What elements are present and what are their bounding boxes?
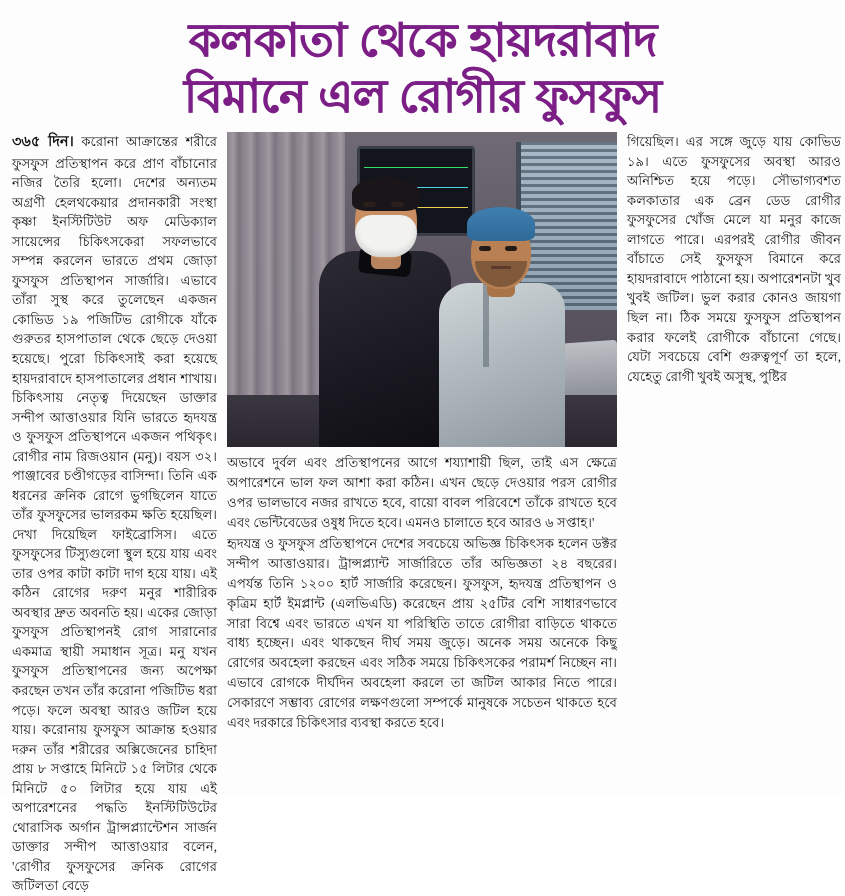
monitor-trace-ecg (364, 167, 468, 168)
doctor-eye-right (391, 202, 404, 207)
headline-line-1: কলকাতা থেকে হায়দরাবাদ (188, 14, 657, 66)
doctor-eye-left (363, 202, 376, 207)
column-left (12, 132, 217, 896)
article-body (12, 132, 841, 896)
surgical-cap-icon (467, 207, 535, 241)
article-lead: ৩৬৫ দিন। (12, 134, 74, 151)
column-middle (227, 132, 617, 732)
column-right (627, 132, 841, 386)
left-paragraph-1-text: করোনা আক্রান্তের শরীরে ফুসফুস প্রতিস্থাপন করে প্রাণ বাঁচানোর নজির তৈরি হলো। দেশের অন্যতম অগ্রণী হেলথকেয়ার প্রদানকারী সংস্থা কৃষ্ণা ইনস্টিটিউট অফ মেডিক্যাল সায়েন্সের চিকিৎসকেরা সফলভাবে সম্পন্ন করলেন ভারতে প্রথম জোড়া ফুসফুস প্রতিস্থাপন সার্জারি। এভাবে তাঁরা সুস্থ করে তুলেছেন একজন কোভিড ১৯ পজিটিভ রোগীকে যাঁকে গুরুতর হাসপাতাল থেকে ছেড়ে দেওয়া হয়েছে। পুরো চিকিৎসাই করা হয়েছে হায়দরাবাদে হাসপাতালের প্রধান শাখায়। চিকিৎসায় নেতৃত্ব দিয়েছেন ডাক্তার সন্দীপ আত্তাওয়ার যিনি ভারতে হৃদযন্ত্র ও ফুসফুস প্রতিস্থাপনে একজন পথিকৃৎ। রোগীর নাম রিজওয়ান (মনু)। বয়স ৩২। পাঞ্জাবের চণ্ডীগড়ের বাসিন্দা। তিনি এক ধরনের ক্রনিক রোগে ভুগছিলেন যাতে তাঁর ফুসফুসের ভালরকম ক্ষতি হয়েছিল। দেখা দিয়েছিল ফাইব্রোসিস। এতে ফুসফুসের টিস্যুগুলো স্থুল হয়ে যায় এবং তার ওপর কাটা কাটা দাগ হয়ে যায়। এই কঠিন রোগের দরুণ মনুর শারীরিক অবস্থার দ্রুত অবনতি হয়। একের জোড়া ফুসফুস প্রতিস্থাপনই রোগ সারানোর একমাত্র স্থায়ী সমাধান সূত্র। মনু যখন ফুসফুস প্রতিস্থাপনের জন্য অপেক্ষা করছেন তখন তাঁর করোনা পজিটিভ ধরা পড়ে। ফলে অবস্থা আরও জটিল হয়ে যায়। করোনায় ফুসফুস আক্রান্ত হওয়ার দরুন তাঁর শরীরের অক্সিজেনের চাহিদা প্রায় ৮ সপ্তাহে মিনিটে ১৫ লিটার থেকে মিনিটে ৫০ লিটার হয়ে যায় এই অপারেশনের পদ্ধতি ইনস্টিটিউটের থোরাসিক অর্গান ট্রান্সপ্ল্যান্টেশন সার্জন ডাক্তার সন্দীপ আত্তাওয়ার বলেন, 'রোগীর ফুসফুসের ক্রনিক রোগের জটিলতা বেড়ে (12, 134, 218, 894)
photo-person-doctor (319, 179, 451, 447)
left-paragraph-1 (12, 132, 217, 896)
headline-line-2: বিমানে এল রোগীর ফুসফুস (183, 70, 662, 123)
column-container (12, 132, 841, 896)
face-mask-icon (355, 215, 417, 257)
patient-eye-left (479, 246, 491, 251)
patient-mouth (491, 266, 511, 269)
doctor-hair (352, 177, 420, 211)
right-paragraph-1: গিয়েছিল। এর সঙ্গে জুড়ে যায় কোভিড ১৯। এতে ফুসফুসের অবস্থা আরও অনিশ্চিত হয়ে পড়ে। সৌভাগ্যবশত কলকাতার এক ব্রেন ডেড রোগীর ফুসফুসের খোঁজ মেলে যা মনুর কাজে লাগতে পারে। এরপরই রোগীর জীবন বাঁচাতে সেই ফুসফুস বিমানে করে হায়দরাবাদে পাঠানো হয়। অপারেশনটা খুব খুবই জটিল। ভুল করার কোনও জায়গা ছিল না। ঠিক সময়ে ফুসফুস প্রতিস্থাপন করার ফলেই রোগীকে বাঁচানো গেছে। যেটা সবচেয়ে বেশি গুরুত্বপূর্ণ তা হলে, যেহেতু রোগী খুবই অসুস্থ, পুষ্টির (627, 134, 841, 384)
middle-paragraph-2: হৃদযন্ত্র ও ফুসফুস প্রতিস্থাপনে দেশের সবচেয়ে অভিজ্ঞ চিকিৎসক হলেন ডক্টর সন্দীপ আত্তাওয়ার। ট্রান্সপ্ল্যান্ট সার্জারিতে তাঁর অভিজ্ঞতা ২৪ বছরের। এপর্যন্ত তিনি ১২০০ হার্ট সার্জারি করেছেন। ফুসফুস, হৃদযন্ত্র প্রতিস্থাপন ও কৃত্রিম হার্ট ইমপ্লান্ট (এলভিএডি) করেছেন প্রায় ২৫টির বেশি সাধারণভাবে সারা বিশ্বে এবং ভারতে এখন যা পরিস্থিতি তাতে রোগীরা বাড়িতে থাকতে বাধ্য হচ্ছেন। এবং থাকছেন দীর্ঘ সময় জুড়ে। অনেক সময় অনেকে কিছু রোগের অবহেলা করছেন এবং সঠিক সময়ে চিকিৎসকের পরামর্শ নিচ্ছেন না। এভাবে রোগকে দীর্ঘদিন অবহেলা করলে তা জটিল আকার নিতে পারে। সেকারণে সম্ভাব্য রোগের লক্ষণগুলো সম্পর্কে মানুষকে সচেতন থাকতে হবে এবং দরকারে চিকিৎসার ব্যবস্থা করতে হবে। (227, 536, 617, 730)
middle-paragraph-1: অভাবে দুর্বল এবং প্রতিস্থাপনের আগে শয্যাশায়ী ছিল, তাই এস ক্ষেত্রে অপারেশনে ভাল ফল আশা করা কঠিন। এখন ছেড়ে দেওয়ার পরস রোগীর ওপর ভালভাবে নজর রাখতে হবে, বায়ো বাবল পরিবেশে তাঁকে রাখতে হবে এবং ভেন্টিবেডের ওষুধ দিতে হবে। এমনও চালাতে হবে আরও ৬ সপ্তাহ।' (227, 455, 617, 530)
patient-gown (439, 283, 565, 447)
page-title (12, 12, 833, 124)
article-photo (227, 132, 617, 447)
middle-text-block (227, 453, 617, 732)
doctor-torso (319, 251, 451, 447)
photo-person-patient (439, 211, 565, 447)
patient-eye-right (505, 246, 517, 251)
